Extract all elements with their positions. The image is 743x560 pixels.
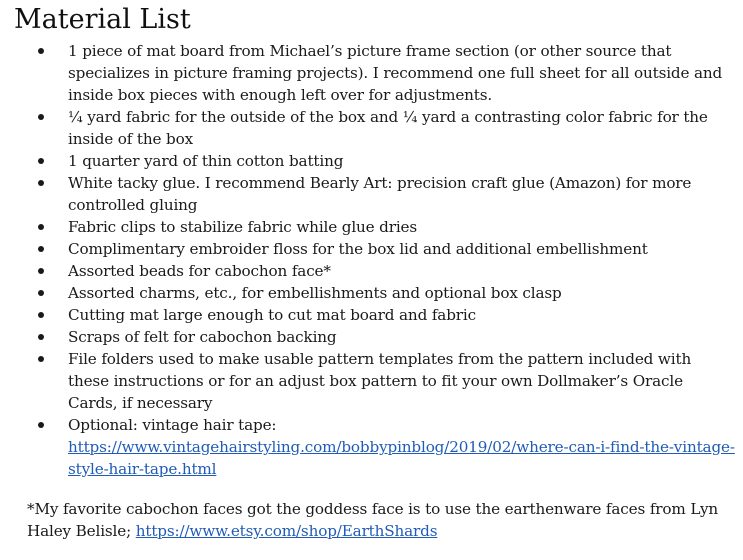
list-item: [0, 260, 743, 282]
bullet-icon: [38, 422, 44, 428]
bullet-icon: [38, 48, 44, 54]
bullet-icon: [38, 290, 44, 296]
list-item-text: Assorted beads for cabochon face*: [68, 262, 331, 280]
list-item: [0, 238, 743, 260]
list-item-text: ¼ yard fabric for the outside of the box and ¼ yard a contrasting color fabric for the inside of the box: [68, 108, 708, 148]
list-item-text: 1 quarter yard of thin cotton batting: [68, 152, 344, 170]
bullet-icon: [38, 356, 44, 362]
list-item-text: Scraps of felt for cabochon backing: [68, 328, 337, 346]
list-item-text: Cutting mat large enough to cut mat board and fabric: [68, 306, 476, 324]
list-item-text: White tacky glue. I recommend Bearly Art: precision craft glue (Amazon) for more controlled gluing: [68, 174, 692, 214]
earthshards-link[interactable]: https://www.etsy.com/shop/EarthShards: [135, 522, 438, 540]
bullet-icon: [38, 312, 44, 318]
list-item-text: File folders used to make usable pattern templates from the pattern included with these instructions or for an adjust box pattern to fit your own Dollmaker’s Oracle Cards, if necessary: [68, 350, 692, 412]
list-item: [0, 326, 743, 348]
bullet-icon: [38, 268, 44, 274]
list-item: [0, 106, 743, 150]
list-item-text: 1 piece of mat board from Michael’s picture frame section (or other source that specializes in picture framing projects). I recommend one full sheet for all outside and inside box pieces with enough left over for adjustments.: [68, 42, 723, 104]
list-item-text: Fabric clips to stabilize fabric while glue dries: [68, 218, 418, 236]
bullet-icon: [38, 180, 44, 186]
bullet-icon: [38, 158, 44, 164]
list-item: [0, 282, 743, 304]
bullet-icon: [38, 224, 44, 230]
footnote: [27, 498, 739, 542]
bullet-icon: [38, 114, 44, 120]
hair-tape-link[interactable]: https://www.vintagehairstyling.com/bobbypinblog/2019/02/where-can-i-find-the-vintage-style-hair-tape.html: [68, 438, 735, 478]
page-title: Material List: [14, 4, 191, 35]
material-list: [0, 40, 743, 480]
list-item: [0, 304, 743, 326]
list-item: [0, 172, 743, 216]
list-item: [0, 348, 743, 414]
bullet-icon: [38, 246, 44, 252]
list-item-text: Assorted charms, etc., for embellishments and optional box clasp: [68, 284, 562, 302]
list-item: [0, 40, 743, 106]
list-item: [0, 216, 743, 238]
list-item-optional: [0, 414, 743, 480]
bullet-icon: [38, 334, 44, 340]
footnote-text: *My favorite cabochon faces got the goddess face is to use the earthenware faces from Lyn Haley Belisle;: [27, 500, 719, 540]
list-item-text: Optional: vintage hair tape:: [68, 416, 277, 434]
list-item-text: Complimentary embroider floss for the box lid and additional embellishment: [68, 240, 648, 258]
list-item: [0, 150, 743, 172]
